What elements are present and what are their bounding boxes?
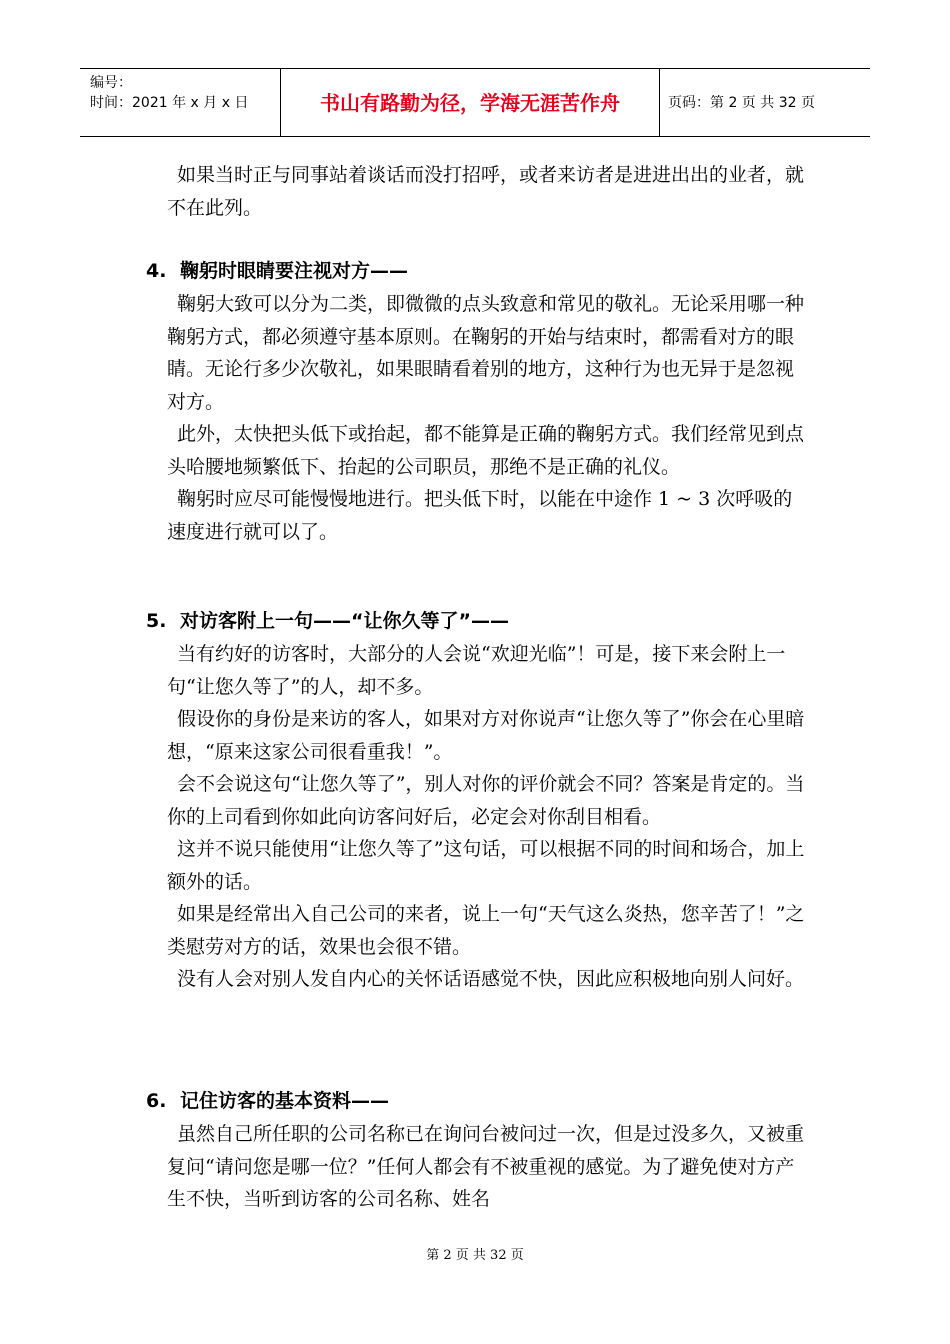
- intro-text: [167, 159, 807, 224]
- section5-body: [167, 638, 807, 996]
- section6-number: 6.: [146, 1090, 167, 1112]
- section4-paragraph-3: 鞠躬时应尽可能慢慢地进行。把头低下时，以能在中途作 1 ~ 3 次呼吸的速度进行就可以了。: [167, 488, 793, 543]
- header-page-info: 页码：第 2 页 共 32 页: [668, 95, 815, 111]
- page-footer: 第 2 页 共 32 页: [426, 1248, 524, 1263]
- intro-paragraph: 如果当时正与同事站着谈话而没打招呼，或者来访者是进进出出的业者，就不在此列。: [167, 164, 805, 219]
- section5-paragraph-5: 如果是经常出入自己公司的来者，说上一句“天气这么炎热，您辛苦了！”之类慰劳对方的话，效果也会很不错。: [167, 903, 805, 958]
- section4-paragraph-1: 鞠躬大致可以分为二类，即微微的点头致意和常见的敬礼。无论采用哪一种鞠躬方式，都必须遵守基本原则。在鞠躬的开始与结束时，都需看对方的眼睛。无论行多少次敬礼，如果眼睛看着别的地方，这种行为也无异于是忽视对方。: [167, 293, 805, 413]
- document-number-label: 编号：: [90, 75, 132, 91]
- header-table: [80, 68, 870, 137]
- section5-paragraph-3: 会不会说这句“让您久等了”，别人对你的评价就会不同？答案是肯定的。当你的上司看到你如此向访客问好后，必定会对你刮目相看。: [167, 773, 805, 828]
- section5-heading: [146, 606, 509, 636]
- section4-body: [167, 288, 807, 548]
- section6-title: 记住访客的基本资料——: [180, 1090, 390, 1112]
- section5-paragraph-2: 假设你的身份是来访的客人，如果对方对你说声“让您久等了”你会在心里暗想，“原来这家公司很看重我！”。: [167, 708, 805, 763]
- section4-heading: [146, 256, 408, 286]
- section5-paragraph-6: 没有人会对别人发自内心的关怀话语感觉不快，因此应积极地向别人问好。: [177, 968, 805, 990]
- section4-number: 4.: [146, 260, 167, 282]
- document-time-label: 时间：2021 年 x 月 x 日: [90, 95, 249, 111]
- section6-body: [167, 1118, 807, 1216]
- section5-number: 5.: [146, 610, 167, 632]
- header-motto: 书山有路勤为径，学海无涯苦作舟: [320, 91, 620, 115]
- header-page-cell: [660, 69, 870, 136]
- section6-heading: [146, 1086, 389, 1116]
- section5-paragraph-4: 这并不说只能使用“让您久等了”这句话，可以根据不同的时间和场合，加上额外的话。: [167, 838, 805, 893]
- section4-title: 鞠躬时眼睛要注视对方——: [180, 260, 409, 282]
- section5-title: 对访客附上一句——“让你久等了”——: [180, 610, 509, 632]
- header-meta-cell: [80, 69, 281, 136]
- section6-paragraph-1: 虽然自己所任职的公司名称已在询问台被问过一次，但是过没多久，又被重复问“请问您是哪一位？”任何人都会有不被重视的感觉。为了避免使对方产生不快，当听到访客的公司名称、姓名: [167, 1123, 805, 1210]
- header-motto-cell: [281, 69, 660, 136]
- section5-paragraph-1: 当有约好的访客时，大部分的人会说“欢迎光临”！可是，接下来会附上一句“让您久等了”的人，却不多。: [167, 643, 786, 698]
- section4-paragraph-2: 此外，太快把头低下或抬起，都不能算是正确的鞠躬方式。我们经常见到点头哈腰地频繁低下、抬起的公司职员，那绝不是正确的礼仪。: [167, 423, 805, 478]
